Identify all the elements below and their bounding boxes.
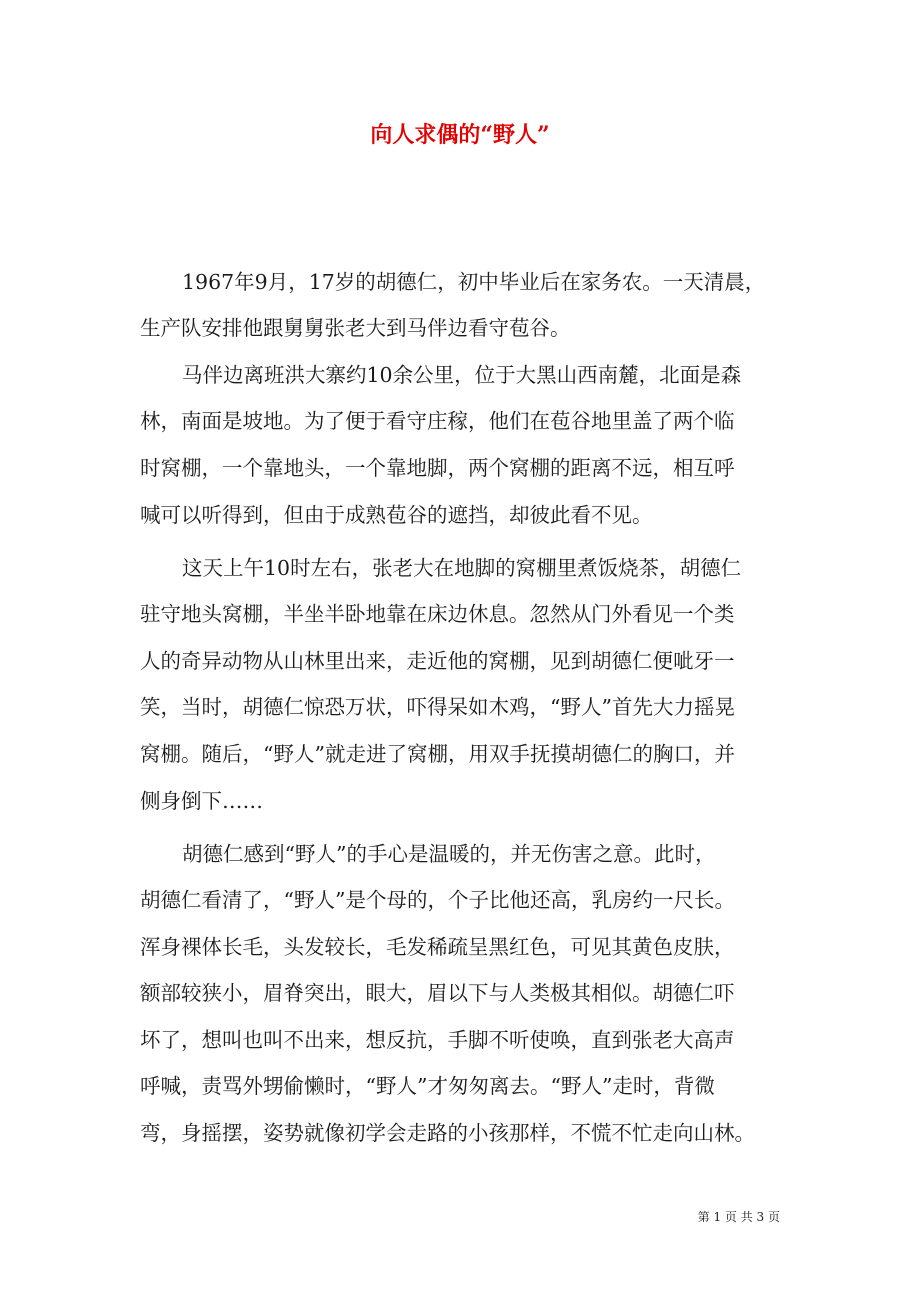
text-line-13: 胡德仁感到“野人”的手心是温暖的，并无伤害之意。此时，	[182, 842, 716, 866]
text-line-12: 侧身倒下……	[140, 789, 263, 813]
text-line-17: 坏了，想叫也叫不出来，想反抗，手脚不听使唤，直到张老大高声	[140, 1028, 735, 1052]
text-line-15: 浑身裸体长毛，头发较长，毛发稀疏呈黑红色，可见其黄色皮肤，	[140, 935, 735, 959]
text-line-18: 呼喊，责骂外甥偷懒时，“野人”才匆匆离去。“野人”走时，背微	[140, 1074, 715, 1098]
text-line-4: 林，南面是坡地。为了便于看守庄稼，他们在苞谷地里盖了两个临	[140, 409, 735, 433]
text-line-16: 额部较狭小，眉脊突出，眼大，眉以下与人类极其相似。胡德仁吓	[140, 981, 735, 1005]
text-line-7: 这天上午10时左右，张老大在地脚的窝棚里煮饭烧茶，胡德仁	[182, 556, 742, 580]
text-line-19: 弯，身摇摆，姿势就像初学会走路的小孩那样，不慌不忙走向山林。	[140, 1121, 755, 1145]
text-line-1: 1967年9月，17岁的胡德仁，初中毕业后在家务农。一天清晨，	[182, 270, 766, 294]
text-line-11: 窝棚。随后，“野人”就走进了窝棚，用双手抚摸胡德仁的胸口，并	[140, 742, 735, 766]
text-line-5: 时窝棚，一个靠地头，一个靠地脚，两个窝棚的距离不远，相互呼	[140, 456, 735, 480]
text-line-9: 人的奇异动物从山林里出来，走近他的窝棚，见到胡德仁便呲牙一	[140, 649, 735, 673]
page-number-footer: 第 1 页 共 3 页	[697, 1210, 780, 1224]
text-line-14: 胡德仁看清了，“野人”是个母的，个子比他还高，乳房约一尺长。	[140, 888, 735, 912]
text-line-10: 笑，当时，胡德仁惊恐万状，吓得呆如木鸡，“野人”首先大力摇晃	[140, 695, 735, 719]
text-line-3: 马伴边离班洪大寨约10余公里，位于大黑山西南麓，北面是森	[182, 363, 742, 387]
text-line-2: 生产队安排他跟舅舅张老大到马伴边看守苞谷。	[140, 316, 571, 340]
text-line-8: 驻守地头窝棚，半坐半卧地靠在床边休息。忽然从门外看见一个类	[140, 602, 735, 626]
text-line-6: 喊可以听得到，但由于成熟苞谷的遮挡，却彼此看不见。	[140, 503, 653, 527]
document-title: 向人求偶的“野人”	[370, 122, 550, 148]
